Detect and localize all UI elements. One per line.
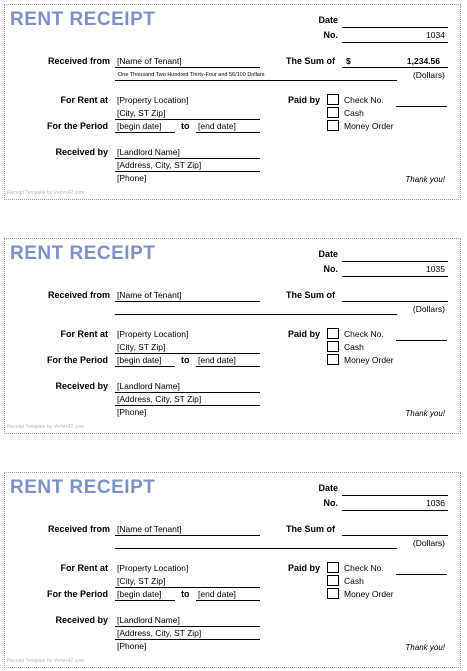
cash-checkbox[interactable] xyxy=(327,575,339,586)
money-order-checkbox[interactable] xyxy=(327,120,339,131)
tenant-name[interactable]: [Name of Tenant] xyxy=(117,524,182,534)
money-order-checkbox[interactable] xyxy=(327,588,339,599)
received-by-label: Received by xyxy=(55,615,108,625)
amount-in-words: One Thousand Two Hundred Thirty-Four and 56/100 Dollars xyxy=(118,72,265,78)
for-rent-at-label: For Rent at xyxy=(60,95,108,105)
landlord-name[interactable]: [Landlord Name] xyxy=(117,381,180,391)
received-by-label: Received by xyxy=(55,381,108,391)
begin-date-line xyxy=(115,600,175,601)
cash-label: Cash xyxy=(344,576,364,586)
end-date-line xyxy=(196,366,260,367)
end-date[interactable]: [end date] xyxy=(198,589,236,599)
number-line xyxy=(342,276,448,277)
rent-receipt-1 xyxy=(4,4,461,200)
received-from-label: Received from xyxy=(47,524,110,534)
amount-words-line xyxy=(115,80,397,81)
dollars-label: (Dollars) xyxy=(412,70,445,80)
paid-by-label: Paid by xyxy=(287,563,320,573)
begin-date[interactable]: [begin date] xyxy=(117,355,162,365)
rent-receipt-3 xyxy=(4,472,461,668)
begin-date-line xyxy=(115,132,175,133)
landlord-name[interactable]: [Landlord Name] xyxy=(117,615,180,625)
sum-label: The Sum of xyxy=(286,56,335,66)
landlord-phone[interactable]: [Phone] xyxy=(117,173,147,183)
landlord-address-line xyxy=(115,405,260,406)
number-line xyxy=(342,510,448,511)
check-no-label: Check No. xyxy=(344,563,384,573)
date-label: Date xyxy=(318,15,338,25)
receipt-number: 1036 xyxy=(426,498,445,508)
amount-line xyxy=(342,67,448,68)
end-date[interactable]: [end date] xyxy=(198,121,236,131)
property-location[interactable]: [Property Location] xyxy=(117,563,189,573)
cash-label: Cash xyxy=(344,342,364,352)
end-date[interactable]: [end date] xyxy=(198,355,236,365)
money-order-label: Money Order xyxy=(344,121,394,131)
begin-date[interactable]: [begin date] xyxy=(117,121,162,131)
received-by-label: Received by xyxy=(55,147,108,157)
received-from-label: Received from xyxy=(47,56,110,66)
property-city-line xyxy=(115,353,260,354)
landlord-name[interactable]: [Landlord Name] xyxy=(117,147,180,157)
amount-words-line xyxy=(115,314,397,315)
sum-label: The Sum of xyxy=(286,524,335,534)
receipt-number: 1035 xyxy=(426,264,445,274)
landlord-line xyxy=(115,392,260,393)
paid-by-label: Paid by xyxy=(287,95,320,105)
cash-label: Cash xyxy=(344,108,364,118)
receipt-title: RENT RECEIPT xyxy=(10,9,156,30)
number-label: No. xyxy=(323,264,338,274)
dollars-label: (Dollars) xyxy=(412,538,445,548)
tenant-name[interactable]: [Name of Tenant] xyxy=(117,56,182,66)
check-no-label: Check No. xyxy=(344,329,384,339)
for-the-period-label: For the Period xyxy=(46,355,108,365)
check-checkbox[interactable] xyxy=(327,94,339,105)
to-label: to xyxy=(181,589,190,599)
tenant-line xyxy=(115,67,260,68)
paid-by-label: Paid by xyxy=(287,329,320,339)
landlord-address[interactable]: [Address, City, ST Zip] xyxy=(117,160,202,170)
for-the-period-label: For the Period xyxy=(46,589,108,599)
received-from-label: Received from xyxy=(47,290,110,300)
money-order-label: Money Order xyxy=(344,589,394,599)
amount-line xyxy=(342,535,448,536)
number-line xyxy=(342,42,448,43)
for-the-period-label: For the Period xyxy=(46,121,108,131)
tenant-line xyxy=(115,535,260,536)
number-label: No. xyxy=(323,498,338,508)
check-checkbox[interactable] xyxy=(327,328,339,339)
currency-symbol: $ xyxy=(346,56,351,66)
landlord-line xyxy=(115,158,260,159)
property-city-line xyxy=(115,119,260,120)
thank-you-note: Thank you! xyxy=(405,175,445,184)
to-label: to xyxy=(181,121,190,131)
receipt-number: 1034 xyxy=(426,30,445,40)
tenant-line xyxy=(115,301,260,302)
check-no-line[interactable] xyxy=(396,574,447,575)
date-label: Date xyxy=(318,249,338,259)
check-no-line[interactable] xyxy=(396,106,447,107)
property-city[interactable]: [City, ST Zip] xyxy=(117,576,166,586)
check-no-label: Check No. xyxy=(344,95,384,105)
amount-line xyxy=(342,301,448,302)
dollars-label: (Dollars) xyxy=(412,304,445,314)
sum-label: The Sum of xyxy=(286,290,335,300)
property-city[interactable]: [City, ST Zip] xyxy=(117,342,166,352)
property-location[interactable]: [Property Location] xyxy=(117,329,189,339)
landlord-address-line xyxy=(115,171,260,172)
amount-value[interactable]: 1,234.56 xyxy=(406,56,440,66)
for-rent-at-label: For Rent at xyxy=(60,329,108,339)
property-location[interactable]: [Property Location] xyxy=(117,95,189,105)
begin-date-line xyxy=(115,366,175,367)
tenant-name[interactable]: [Name of Tenant] xyxy=(117,290,182,300)
number-label: No. xyxy=(323,30,338,40)
landlord-address[interactable]: [Address, City, ST Zip] xyxy=(117,394,202,404)
receipt-title: RENT RECEIPT xyxy=(10,477,156,498)
thank-you-note: Thank you! xyxy=(405,643,445,652)
footer-credit: Receipt Template by Vertex42.com xyxy=(7,658,85,664)
landlord-address-line xyxy=(115,639,260,640)
for-rent-at-label: For Rent at xyxy=(60,563,108,573)
landlord-phone[interactable]: [Phone] xyxy=(117,641,147,651)
footer-credit: Receipt Template by Vertex42.com xyxy=(7,190,85,196)
cash-checkbox[interactable] xyxy=(327,341,339,352)
rent-receipt-2 xyxy=(4,238,461,434)
cash-checkbox[interactable] xyxy=(327,107,339,118)
money-order-label: Money Order xyxy=(344,355,394,365)
date-line[interactable] xyxy=(342,261,448,262)
landlord-phone[interactable]: [Phone] xyxy=(117,407,147,417)
date-line[interactable] xyxy=(342,495,448,496)
date-line[interactable] xyxy=(342,27,448,28)
property-city-line xyxy=(115,587,260,588)
money-order-checkbox[interactable] xyxy=(327,354,339,365)
landlord-address[interactable]: [Address, City, ST Zip] xyxy=(117,628,202,638)
check-no-line[interactable] xyxy=(396,340,447,341)
to-label: to xyxy=(181,355,190,365)
end-date-line xyxy=(196,600,260,601)
begin-date[interactable]: [begin date] xyxy=(117,589,162,599)
receipt-title: RENT RECEIPT xyxy=(10,243,156,264)
landlord-line xyxy=(115,626,260,627)
end-date-line xyxy=(196,132,260,133)
footer-credit: Receipt Template by Vertex42.com xyxy=(7,424,85,430)
property-city[interactable]: [City, ST Zip] xyxy=(117,108,166,118)
thank-you-note: Thank you! xyxy=(405,409,445,418)
amount-words-line xyxy=(115,548,397,549)
date-label: Date xyxy=(318,483,338,493)
check-checkbox[interactable] xyxy=(327,562,339,573)
